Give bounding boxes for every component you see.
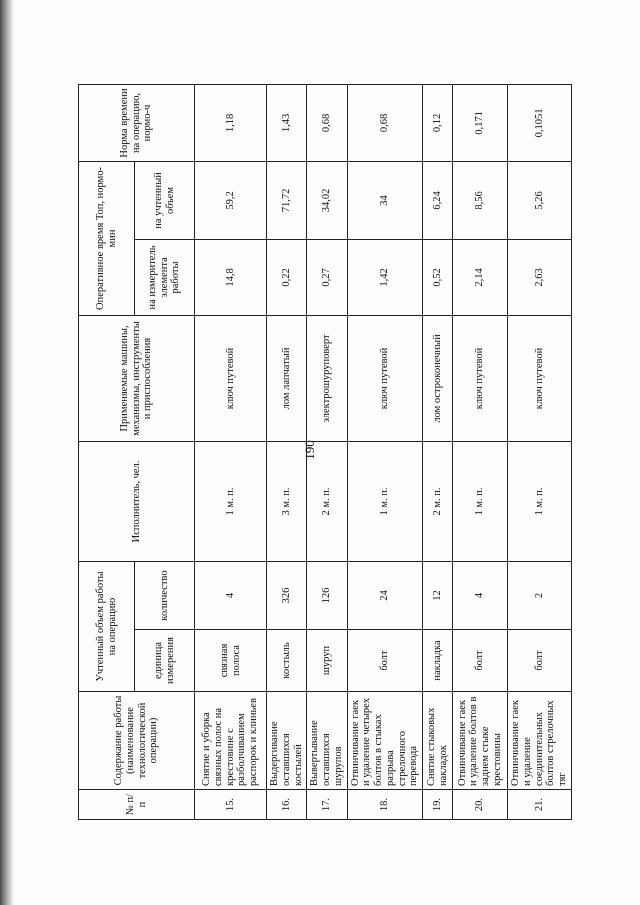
header-quantity: количество	[135, 561, 195, 629]
table-row	[347, 84, 423, 819]
cell-per-volume: 71,72	[267, 161, 307, 239]
cell-quantity: 4	[195, 561, 267, 629]
table-row	[508, 84, 572, 819]
cell-num: 19.	[423, 790, 453, 820]
cell-per-element: 1,42	[347, 239, 423, 315]
header-per-element: на измеритель элемента работы	[135, 239, 195, 315]
cell-per-volume: 5,26	[508, 161, 572, 239]
cell-content: Снятие и уборка связных полос на крестовине с разболчиванием распорок и клиньев	[195, 692, 267, 790]
cell-norm: 0,1051	[508, 84, 572, 161]
cell-num: 18.	[347, 790, 423, 820]
cell-per-element: 2,63	[508, 239, 572, 315]
cell-norm: 0,68	[347, 84, 423, 161]
rotated-content	[78, 85, 568, 820]
table-row	[307, 84, 347, 819]
cell-unit: болт	[508, 630, 572, 692]
header-unit: единица измерения	[135, 630, 195, 692]
cell-per-volume: 59,2	[195, 161, 267, 239]
cell-tools: ключ путевой	[508, 315, 572, 441]
cell-content: Отвинчивание гаек и удаление четырех болтов в стыках разрыва стрелочного перевода	[347, 692, 423, 790]
cell-quantity: 12	[423, 561, 453, 629]
scan-edge-shadow	[0, 0, 14, 905]
cell-per-element: 0,22	[267, 239, 307, 315]
cell-per-element: 2,14	[453, 239, 508, 315]
cell-executor: 1 м. п.	[508, 441, 572, 561]
cell-per-volume: 8,56	[453, 161, 508, 239]
cell-quantity: 4	[453, 561, 508, 629]
cell-content: Вывертывание оставшихся шурупов	[307, 692, 347, 790]
cell-tools: ключ путевой	[453, 315, 508, 441]
cell-tools: ключ путевой	[195, 315, 267, 441]
cell-norm: 1,43	[267, 84, 307, 161]
cell-content: Выдергивание оставшихся костылей	[267, 692, 307, 790]
cell-norm: 0,12	[423, 84, 453, 161]
cell-content: Снятие стыковых накладок	[423, 692, 453, 790]
cell-norm: 1,18	[195, 84, 267, 161]
cell-norm: 0,171	[453, 84, 508, 161]
header-content: Содержание работы (наименование технологической операции)	[79, 692, 195, 790]
cell-tools: ключ путевой	[347, 315, 423, 441]
header-tools: Применяемые машины, механизмы, инструменты и приспособления	[79, 315, 195, 441]
cell-unit: болт	[453, 630, 508, 692]
cell-unit: шуруп	[307, 630, 347, 692]
cell-unit: накладка	[423, 630, 453, 692]
table-row	[423, 84, 453, 819]
norms-table-area	[78, 85, 568, 820]
cell-unit: болт	[347, 630, 423, 692]
cell-content: Отвинчивание гаек и удаление болтов в заднем стыке крестовины	[453, 692, 508, 790]
cell-num: 16.	[267, 790, 307, 820]
cell-num: 21.	[508, 790, 572, 820]
cell-executor: 2 м. п.	[423, 441, 453, 561]
cell-norm: 0,68	[307, 84, 347, 161]
table-row	[195, 84, 267, 819]
cell-executor: 3 м. п.	[267, 441, 307, 561]
cell-quantity: 126	[307, 561, 347, 629]
page-number: 190	[302, 440, 317, 460]
cell-quantity: 2	[508, 561, 572, 629]
cell-per-volume: 6,24	[423, 161, 453, 239]
table-row	[267, 84, 307, 819]
cell-tools: лом лапчатый	[267, 315, 307, 441]
cell-per-element: 14,8	[195, 239, 267, 315]
cell-tools: лом остроконечный	[423, 315, 453, 441]
cell-executor: 2 м. п.	[307, 441, 347, 561]
cell-per-volume: 34,02	[307, 161, 347, 239]
cell-per-volume: 34	[347, 161, 423, 239]
cell-quantity: 326	[267, 561, 307, 629]
cell-num: 15.	[195, 790, 267, 820]
cell-content: Отвинчивание гаек и удаление соединительных болтов стрелочных тяг	[508, 692, 572, 790]
header-norm: Норма времени на операцию, нормо-ч	[79, 84, 195, 161]
cell-tools: электрошуруповерт	[307, 315, 347, 441]
cell-executor: 1 м. п.	[453, 441, 508, 561]
norms-table	[78, 84, 572, 820]
cell-per-element: 0,52	[423, 239, 453, 315]
header-optime-group: Оперативное время Топ, нормо-мин	[79, 161, 135, 315]
table-row	[453, 84, 508, 819]
cell-num: 17.	[307, 790, 347, 820]
header-per-volume: на учтенный объем	[135, 161, 195, 239]
cell-unit: связная полоса	[195, 630, 267, 692]
cell-per-element: 0,27	[307, 239, 347, 315]
cell-executor: 1 м. п.	[195, 441, 267, 561]
cell-quantity: 24	[347, 561, 423, 629]
cell-unit: костыль	[267, 630, 307, 692]
header-volume-group: Учтенный объем работы на операцию	[79, 561, 135, 691]
header-executor: Исполнитель, чел.	[79, 441, 195, 561]
header-num: № п/п	[79, 790, 195, 820]
cell-executor: 1 м. п.	[347, 441, 423, 561]
cell-num: 20.	[453, 790, 508, 820]
